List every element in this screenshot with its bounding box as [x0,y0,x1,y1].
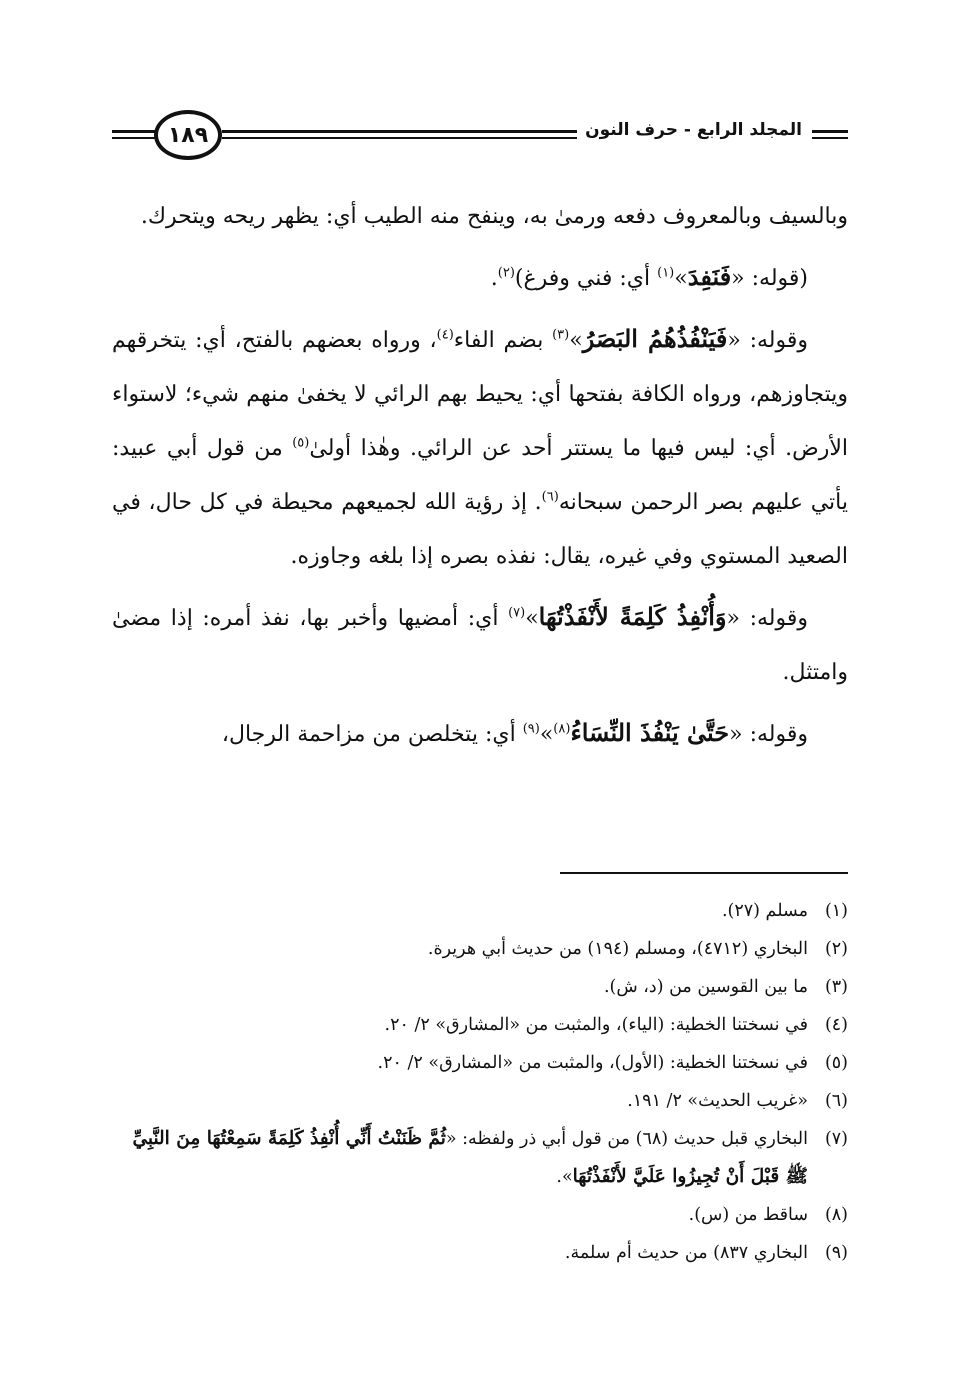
footnote-number: (٢) [824,939,848,959]
footnote-number: (٣) [824,977,848,997]
footnote-number: (٦) [824,1091,848,1111]
footnote-number: (٨) [824,1205,848,1225]
header-rule [812,137,848,139]
footnote [112,930,848,968]
paragraph: وبالسيف وبالمعروف دفعه ورمىٰ به، وينفح منه الطيب أي: يظهر ريحه ويتحرك. [140,204,848,229]
text-run: أي: يتخلصن من مزاحمة الرجال، [221,722,523,747]
footnote-ref: (٧) [508,605,526,621]
text-run: أي: أمضيها وأخبر بها، نفذ أمره: إذا مضىٰ وامتثل. [112,606,848,685]
footnote-ref: (٢) [497,265,515,281]
footnote-ref: (١) [657,265,675,281]
paragraph [112,312,848,584]
page-header [112,110,848,166]
footnote [112,1082,848,1120]
footnote [112,892,848,930]
quoted-word: فَيَنْفُذُهُمُ البَصَرُ [582,324,728,353]
quoted-word: وَأُنْفِذُ كَلِمَةً لأَنْفَذْتُهَا [538,602,727,631]
text-run: وقوله: « [729,722,808,747]
text-run: » [674,266,688,291]
header-rule [812,130,848,133]
footnote-divider [560,872,848,874]
text-run: » [569,328,583,353]
paragraph [112,706,848,762]
page-number: ١٨٩ [154,110,222,160]
footnote-text [112,1120,808,1196]
paragraph [112,250,848,306]
text-run: ، ورواه بعضهم بالفتح، أي: يتخرقهم ويتجاوزهم، ورواه الكافة بفتحها أي: يحيط بهم الرائي لا يخفىٰ منهم شيء؛ لاستواء الأرض. أي: ليس فيها ما يستتر أحد عن الرائي. وهٰذا أولىٰ [112,328,849,461]
footnote-ref: (٩) [522,721,540,737]
footnote [112,1120,848,1196]
footnote-number: (٩) [824,1243,848,1263]
footnotes [112,892,848,1272]
running-title: المجلد الرابع - حرف النون [577,120,810,140]
footnote-number: (٧) [824,1129,848,1149]
footnote-text: «غريب الحديث» ٢/ ١٩١. [627,1091,808,1111]
footnote-ref: (٨) [553,721,571,737]
footnote [112,968,848,1006]
footnote-text: ساقط من (س). [688,1205,808,1225]
footnote-ref: (٥) [292,435,310,451]
footnote-text: مسلم (٢٧). [721,901,808,921]
body-text [112,190,848,768]
text-run: ». [556,1167,573,1187]
footnote [112,1044,848,1082]
footnote-ref: (٦) [541,489,559,505]
text-run: البخاري قبل حديث (٦٨) من قول أبي ذر ولفظه: « [445,1129,808,1149]
footnote-number: (١) [824,901,848,921]
footnote-number: (٥) [824,1053,848,1073]
footnote-text: في نسختنا الخطية: (الياء)، والمثبت من «المشارق» ٢/ ٢٠. [384,1015,808,1035]
footnote-text: البخاري ٨٣٧) من حديث أم سلمة. [564,1243,808,1263]
footnote-ref: (٤) [436,327,454,343]
text-run: وقوله: « [726,606,808,631]
header-rule [112,130,156,133]
text-run: . إذ رؤية الله لجميعهم محيطة في كل حال، في الصعيد المستوي وفي غيره، يقال: نفذه بصره إذا بلغه وجاوزه. [112,490,848,569]
text-run: أي: فني وفرغ) [514,266,658,291]
header-rule [112,137,156,139]
text-run: من قول أبي عبيد: يأتي عليهم بصر الرحمن سبحانه [112,436,849,515]
paragraph [112,590,848,700]
text-run: (قوله: « [731,266,808,291]
footnote-number: (٤) [824,1015,848,1035]
text-run: بضم الفاء [453,328,553,353]
text-run: وقوله: « [727,328,808,353]
footnote [112,1006,848,1044]
text-run: » [539,722,554,747]
footnote-ref: (٣) [552,327,570,343]
quoted-word: فَنَفِدَ [687,262,732,291]
quoted-hadith: ثُمَّ ظَنَنْتُ أَنِّي أُنْفِذُ كَلِمَةً سَمِعْتُهَا مِنَ النَّبِيِّ ﷺ قَبْلَ أَنْ تُجِيزُوا عَلَيَّ لأَنْفَذْتُهَا [132,1128,808,1187]
footnote-text: ما بين القوسين من (د، ش). [603,977,808,997]
text-run: » [525,606,539,631]
text-run: . [490,266,498,291]
footnote [112,1234,848,1272]
footnote [112,1196,848,1234]
quoted-word: حَتَّىٰ يَنْفُذَ النِّسَاءُ [570,718,730,747]
footnote-text: في نسختنا الخطية: (الأول)، والمثبت من «المشارق» ٢/ ٢٠. [377,1053,808,1073]
footnote-text: البخاري (٤٧١٢)، ومسلم (١٩٤) من حديث أبي هريرة. [427,939,808,959]
